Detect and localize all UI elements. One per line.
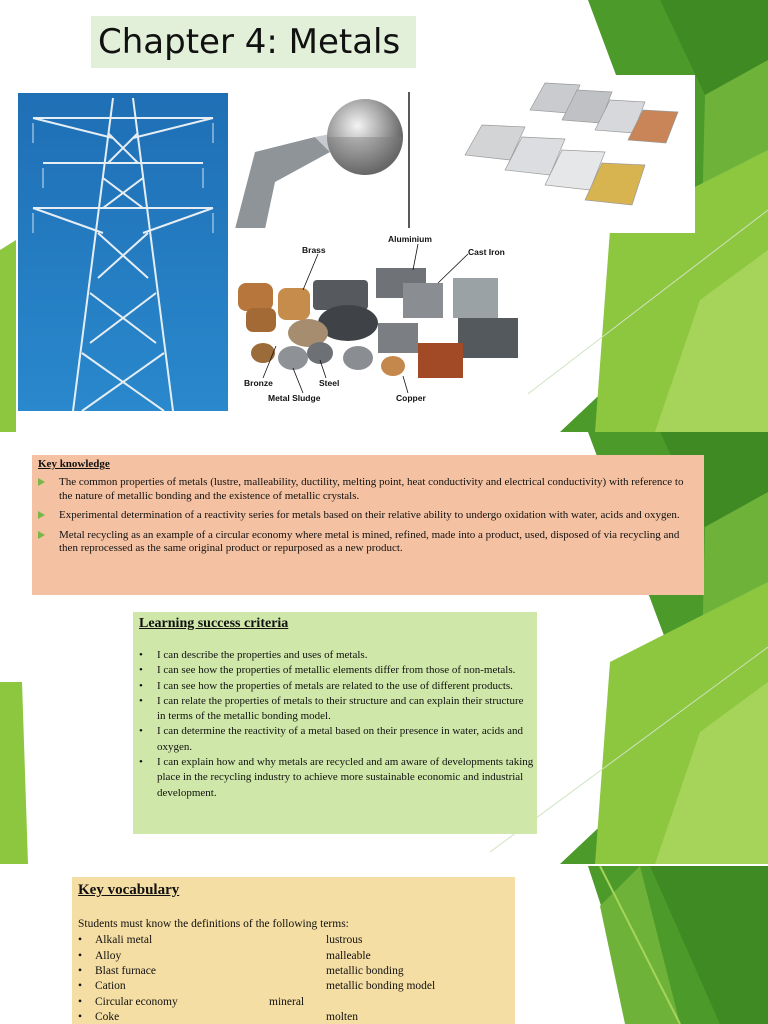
metal-ingots-photo [460,75,695,233]
table-row: • Circular economy mineral [78,996,305,1008]
aluminium-label: Aluminium [388,234,432,244]
bronze-label: Bronze [244,378,273,388]
vocab-term: Alloy [95,950,122,962]
vocab-term: mineral [269,996,305,1008]
table-row: • Alloy malleable [78,950,371,962]
slide-vocabulary [0,866,768,1024]
list-item: • I can describe the properties and uses of metals. [139,648,534,663]
steel-label: Steel [319,378,340,388]
slide-chapter-title [0,0,768,432]
learning-criteria-list [139,648,534,801]
list-item: Experimental determination of a reactivity series for metals based on their relative ability to undergo oxidation with water, acids and oxygen. [38,509,693,523]
brass-label: Brass [302,245,326,255]
key-knowledge-list [38,476,693,562]
key-knowledge-title: Key knowledge [38,458,110,470]
key-knowledge-box [32,455,704,595]
vocab-term: Coke [95,1011,120,1023]
vocab-term: malleable [326,950,371,962]
page-title: Chapter 4: Metals [98,22,401,62]
list-item: • I can relate the properties of metals to their structure and can explain their structure in terms of the metallic bonding model. [139,694,534,725]
table-row: • Alkali metal lustrous [78,934,363,946]
vocab-term: Alkali metal [95,934,153,946]
key-vocabulary-title: Key vocabulary [78,882,180,898]
table-row: • Blast furnace metallic bonding [78,965,404,977]
vocab-term: Blast furnace [95,965,156,977]
copper-label: Copper [396,393,426,403]
arrow-bullet-icon [38,531,45,539]
key-vocabulary-intro: Students must know the definitions of the following terms: [78,918,349,930]
title-box [91,16,416,68]
list-item: • I can see how the properties of metals are related to the use of different products. [139,679,534,694]
vocab-term: metallic bonding [326,965,404,977]
metal-sludge-label: Metal Sludge [268,393,321,403]
vocab-term: Cation [95,980,126,992]
slide-knowledge [0,432,768,864]
list-item: Metal recycling as an example of a circular economy where metal is mined, refined, made into a product, used, disposed of via recycling and then reprocessed as the same original product or repurposed as a new product. [38,529,693,556]
learning-criteria-box [133,612,537,834]
list-item: • I can determine the reactivity of a metal based on their presence in water, acids and oxygen. [139,724,534,755]
learning-criteria-title: Learning success criteria [139,616,289,631]
arrow-bullet-icon [38,478,45,486]
vocab-term: metallic bonding model [326,980,436,992]
key-vocabulary-box [72,877,515,1024]
electricity-pylon-photo [18,93,228,411]
table-row: • Cation metallic bonding model [78,980,436,992]
table-row: • Coke molten [78,1011,358,1023]
metal-samples-photo [228,228,528,408]
cast-iron-label: Cast Iron [468,247,505,257]
vocab-term: lustrous [326,934,363,946]
vocab-term: molten [326,1011,358,1023]
arrow-bullet-icon [38,511,45,519]
list-item: • I can explain how and why metals are recycled and am aware of developments taking place in the recycling industry to achieve more sustainable economic and industrial development. [139,755,534,801]
list-item: • I can see how the properties of metallic elements differ from those of non-metals. [139,663,534,678]
vocab-term: Circular economy [95,996,178,1008]
list-item: The common properties of metals (lustre, malleability, ductility, melting point, heat conductivity and electrical conductivity) with reference to the nature of metallic bonding and the existence of metallic crystals. [38,476,693,503]
hip-implant-photo [235,92,410,229]
